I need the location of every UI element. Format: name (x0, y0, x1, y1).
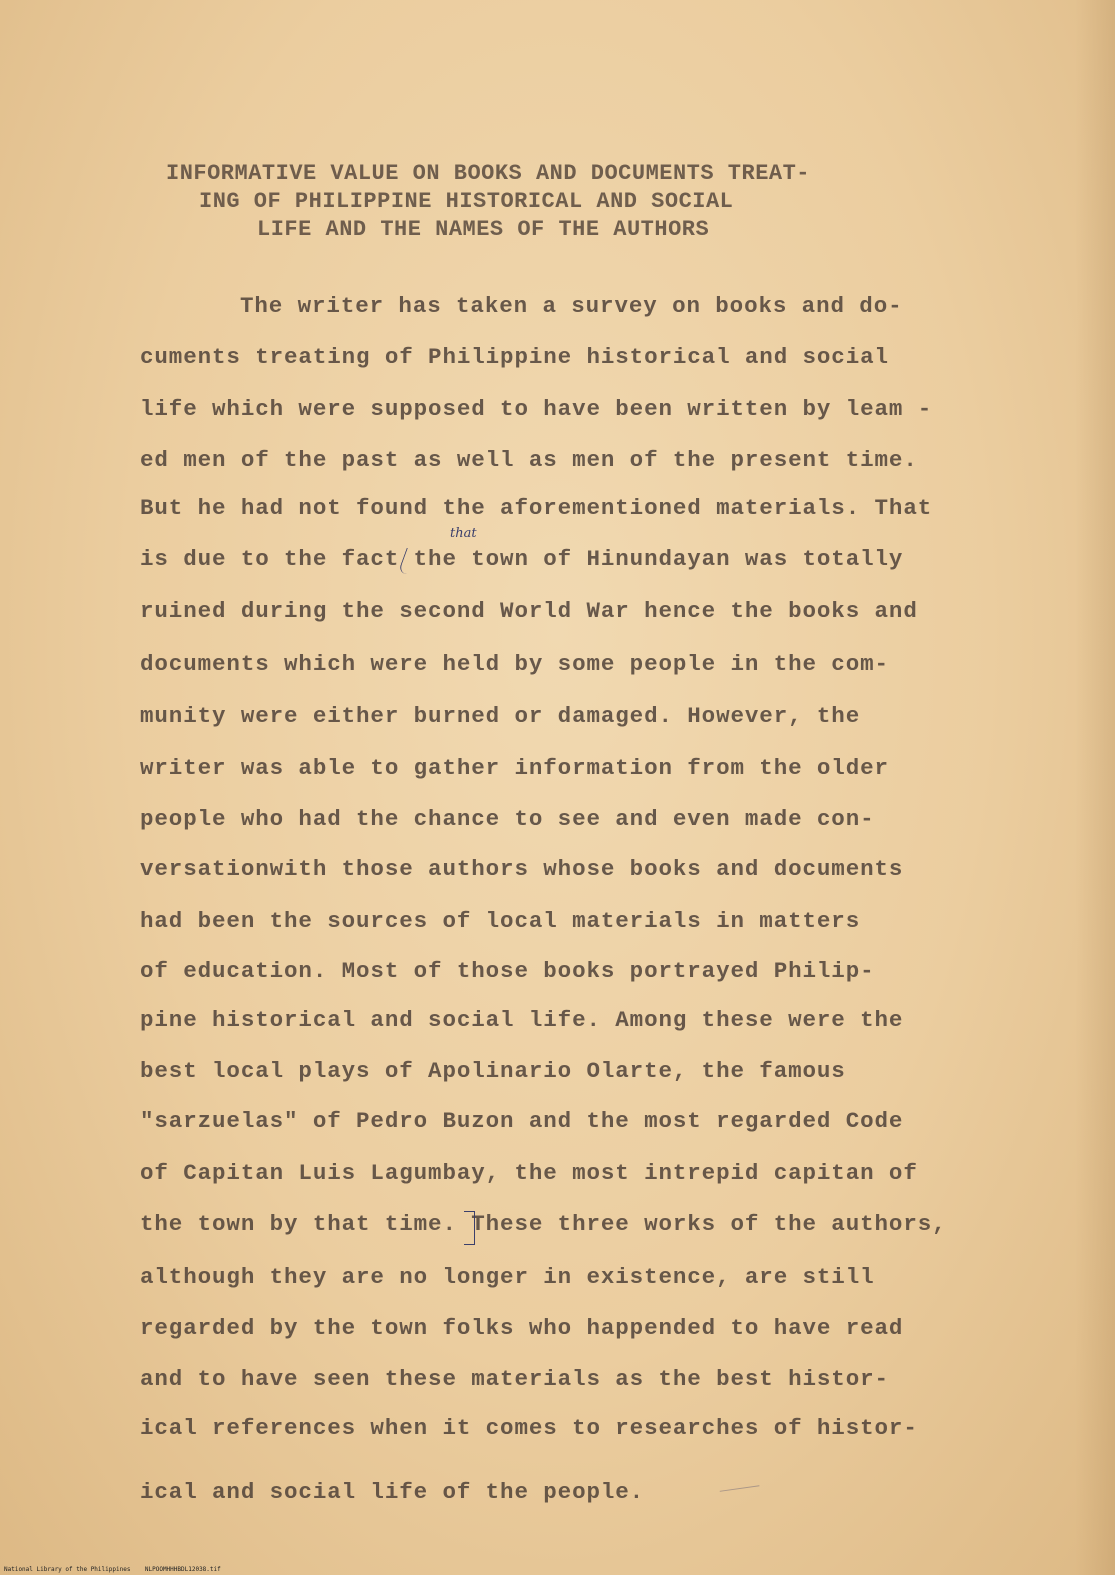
title-line-2: ING OF PHILIPPINE HISTORICAL AND SOCIAL (199, 189, 734, 214)
body-line: ical and social life of the people. (140, 1479, 645, 1505)
body-line: documents which were held by some people in the com- (140, 651, 889, 677)
body-line: ed men of the past as well as men of the present time. (140, 447, 918, 473)
footer-caption: National Library of the Philippines NLPOOMHHHBDL12038.tif (4, 1566, 221, 1573)
body-line: and to have seen these materials as the best histor- (140, 1366, 889, 1392)
handwritten-insert: that (450, 526, 477, 541)
body-line: had been the sources of local materials in matters (140, 908, 861, 934)
body-line: is due to the fact the town of Hinundayan was totally (140, 546, 904, 572)
body-line: The writer has taken a survey on books and do- (240, 293, 903, 319)
body-line: life which were supposed to have been written by leam - (140, 396, 933, 422)
body-line: versationwith those authors whose books and documents (140, 856, 904, 882)
body-line: writer was able to gather information from the older (140, 755, 889, 781)
pencil-mark (720, 1485, 761, 1497)
body-line: of education. Most of those books portrayed Philip- (140, 958, 875, 984)
body-line: best local plays of Apolinario Olarte, the famous (140, 1058, 846, 1084)
body-line: "sarzuelas" of Pedro Buzon and the most regarded Code (140, 1108, 904, 1134)
body-line: the town by that time. These three works of the authors, (140, 1211, 947, 1237)
bracket-mark (464, 1211, 475, 1245)
title-line-1: INFORMATIVE VALUE ON BOOKS AND DOCUMENTS TREAT- (166, 161, 811, 186)
body-line: But he had not found the aforementioned materials. That (140, 495, 933, 521)
title-line-3: LIFE AND THE NAMES OF THE AUTHORS (257, 217, 710, 242)
body-line: although they are no longer in existence, are still (140, 1264, 875, 1290)
body-line: cuments treating of Philippine historical and social (140, 344, 889, 370)
body-line: regarded by the town folks who happended to have read (140, 1315, 904, 1341)
body-line: of Capitan Luis Lagumbay, the most intrepid capitan of (140, 1160, 918, 1186)
body-line: munity were either burned or damaged. However, the (140, 703, 861, 729)
body-line: pine historical and social life. Among these were the (140, 1007, 904, 1033)
body-line: ical references when it comes to researches of histor- (140, 1415, 918, 1441)
body-line: ruined during the second World War hence the books and (140, 598, 918, 624)
body-line: people who had the chance to see and even made con- (140, 806, 875, 832)
